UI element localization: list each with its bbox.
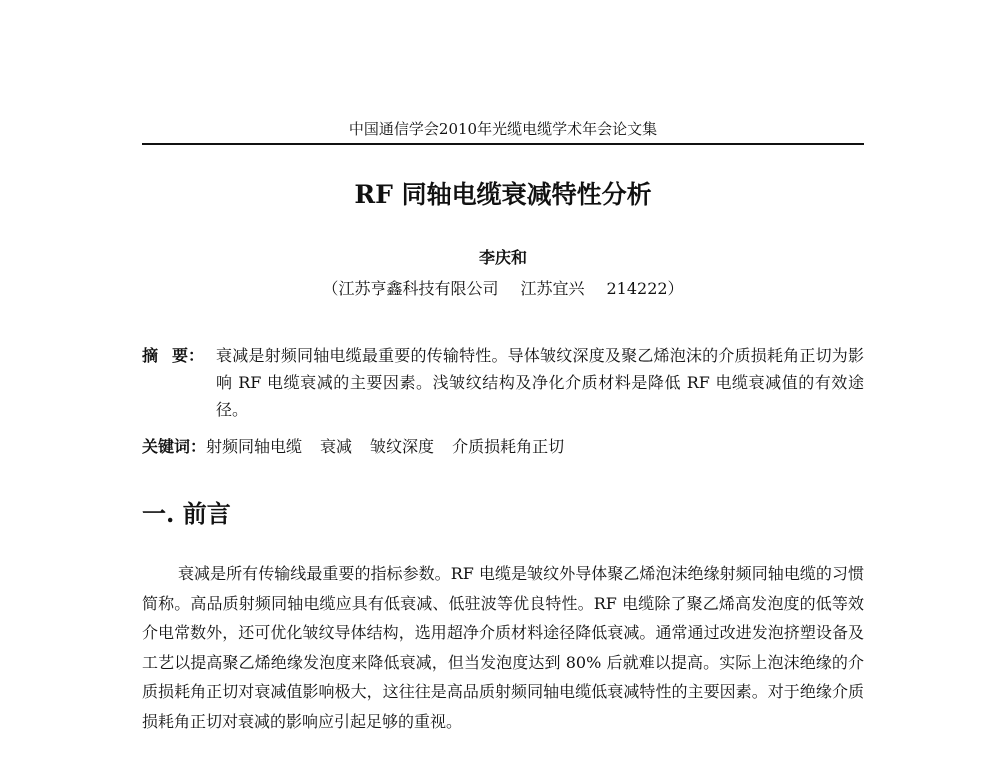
keyword-item: 射频同轴电缆 [206,437,303,456]
proceedings-header: 中国通信学会2010年光缆电缆学术年会论文集 [348,120,658,138]
keywords-line [142,433,864,460]
affiliation-open-paren: （ [322,279,339,298]
author-affiliation [142,276,864,299]
author-name: 李庆和 [478,248,527,267]
section-heading-introduction: 一. 前言 [142,499,231,528]
paper-title: RF 同轴电缆衰减特性分析 [354,180,652,209]
header-rule [142,143,864,145]
abstract-text: 衰减是射频同轴电缆最重要的传输特性。导体皱纹深度及聚乙烯泡沫的介质损耗角正切为影响 RF 电缆衰减的主要因素。浅皱纹结构及净化介质材料是降低 RF 电缆衰减值的有效途径。 [216,346,864,419]
keyword-item: 介质损耗角正切 [452,437,565,456]
affiliation-organization: 江苏亨鑫科技有限公司 [338,279,499,298]
introduction-paragraph: 衰减是所有传输线最重要的指标参数。RF 电缆是皱纹外导体聚乙烯泡沫绝缘射频同轴电缆的习惯简称。高品质射频同轴电缆应具有低衰减、低驻波等优良特性。RF 电缆除了聚乙烯高发泡度的低等效介电常数外，还可优化皱纹导体结构，选用超净介质材料途径降低衰减。通常通过改进发泡挤塑设备及工艺以提高聚乙烯绝缘发泡度来降低衰减，但当发泡度达到 80% 后就难以提高。实际上泡沫绝缘的介质损耗角正切对衰减值影响极大，这往往是高品质射频同轴电缆低衰减特性的主要因素。对于绝缘介质损耗角正切对衰减的影响应引起足够的重视。 [142,564,864,731]
keyword-item: 衰减 [320,437,353,456]
affiliation-close-paren: ） [667,279,684,298]
abstract-label: 摘 要： [142,346,205,365]
keyword-item: 皱纹深度 [370,437,435,456]
keywords-label: 关键词： [142,437,207,456]
abstract-block [142,342,864,423]
affiliation-location: 江苏宜兴 [520,279,585,298]
affiliation-postcode: 214222 [606,279,668,298]
